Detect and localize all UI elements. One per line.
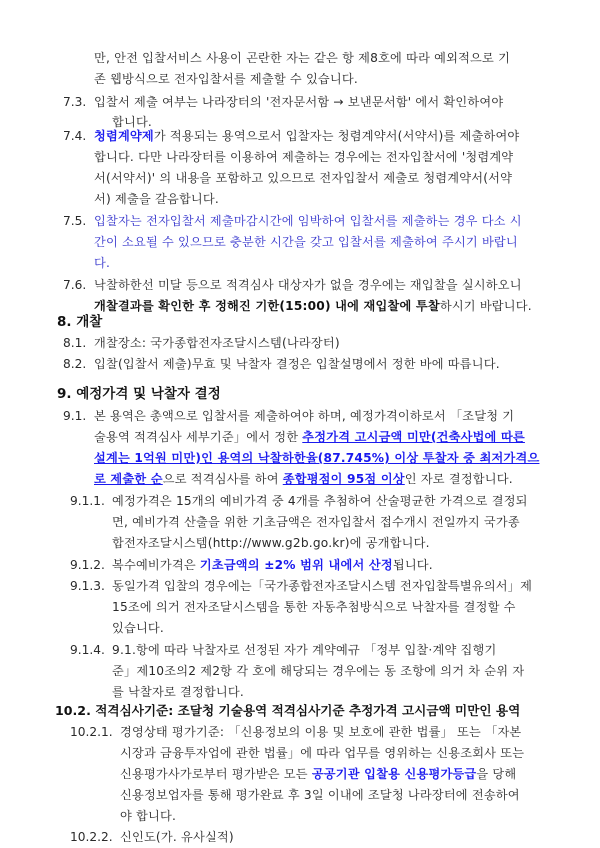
paragraph-line: 시장과 금융투자업에 관한 법률」에 따라 업무를 영위하는 신용조회사 또는 [120,746,525,760]
item-number: 7.4. [63,129,87,143]
item-number: 9.1.4. [70,643,105,657]
paragraph-line [120,766,516,782]
text: 됩니다. [392,558,433,572]
paragraph-line: 서(서약서)' 의 내용을 포함하고 있으므로 전자입찰서 제출로 청렴계약서(서약 [94,171,513,185]
underlined-emphasis: 종합평점이 95점 이상 [282,472,405,486]
paragraph-line: 신인도(가. 유사실적) [120,830,234,844]
paragraph-line [94,50,541,66]
paragraph-line: 입찰서 제출 여부는 나라장터의 '전자문서함 → 보낸문서함' 에서 확인하여야 [94,95,504,109]
paragraph-line [94,429,525,445]
section-heading: 9. 예정가격 및 낙찰자 결정 [57,386,221,402]
text: 신용평가사가로부터 평가받은 모든 [120,767,312,781]
underlined-emphasis: 추정가격 고시금액 미만(건축사법에 따른 [302,430,525,444]
paragraph-line [94,450,539,466]
paragraph-line: 를 낙찰자로 결정합니다. [112,685,244,699]
text: 복수예비가격은 [112,558,200,572]
text: 으로 적격심사를 하여 [162,472,283,486]
paragraph-line: 개찰장소: 국가종합전자조달시스템(나라장터) [94,336,340,350]
bold-text: 개찰결과를 확인한 후 정해진 기한(15:00) 내에 재입찰에 투찰 [94,299,440,313]
paragraph-line: 존 웹방식으로 전자입찰서를 제출할 수 있습니다. [94,72,358,86]
paragraph-line: 합니다. [112,115,152,129]
paragraph-line: 예정가격은 15개의 예비가격 중 4개를 추첨하여 산술평균한 가격으로 결정되 [112,494,528,508]
item-number: 7.5. [63,214,87,228]
paragraph-line: 신용정보업자를 통해 평가완료 후 3일 이내에 조달청 나라장터에 전송하여 [120,788,520,802]
bold-emphasis: 공공기관 입찰용 신용평가등급 [311,767,477,781]
bold-emphasis: 기초금액의 ±2% 범위 내에서 산정 [199,558,393,572]
paragraph-line: 본 용역은 총액으로 입찰서를 제출하여야 하며, 예정가격이하로서 「조달청 기 [94,409,515,423]
paragraph-line: 면, 예비가격 산출을 위한 기초금액은 전자입찰서 접수개시 전일까지 국가종 [112,515,520,529]
paragraph-line [112,557,433,573]
underlined-emphasis: 설계는 1억원 미만)인 용역의 낙찰하한율(87.745%) 이상 투찰자 중 최저가격으 [94,451,540,465]
paragraph-line: 입찰(입찰서 제출)무효 및 낙찰자 결정은 입찰설명에서 정한 바에 따릅니다. [94,357,500,371]
paragraph-line: 합니다. 다만 나라장터를 이용하여 제출하는 경우에는 전자입찰서에 '청렴계약 [94,150,514,164]
text: 만, 안전 입찰서비스 사용이 곤란한 자는 같은 항 제8호에 따라 예외적으로 기 [94,51,511,65]
text: 술용역 적격심사 세부기준」에서 정한 [94,430,303,444]
paragraph-line [94,298,532,314]
text: 인 자로 결정합니다. [404,472,513,486]
paragraph-line: 준」제10조의2 제2항 각 호에 해당되는 경우에는 동 조항에 의거 차 순위 자 [112,664,525,678]
item-number: 10.2.1. [70,725,113,739]
item-number: 9.1.3. [70,579,105,593]
item-number: 8.2. [63,357,87,371]
highlight-term: 청렴계약제 [94,129,154,143]
paragraph-line: 야 합니다. [120,809,177,823]
underlined-emphasis: 로 제출한 순 [94,472,163,486]
text: 을 당해 [476,767,517,781]
section-heading: 8. 개찰 [57,314,103,330]
item-number: 8.1. [63,336,87,350]
paragraph-line: 입찰자는 전자입찰서 제출마감시간에 임박하여 입찰서를 제출하는 경우 다소 시 [94,214,522,228]
item-number: 9.1. [63,409,87,423]
section-heading: 10.2. 적격심사기준: 조달청 기술용역 적격심사기준 추정가격 고시금액 미만인 용역 [55,703,521,718]
paragraph-line: 있습니다. [112,621,164,635]
item-number: 7.3. [63,95,87,109]
item-number: 9.1.1. [70,494,105,508]
paragraph-line: 9.1.항에 따라 낙찰자로 선정된 자가 계약예규 「정부 입찰·계약 집행기 [112,643,497,657]
text: 가 적용되는 용역으로서 입찰자는 청렴계약서(서약서)를 제출하여야 [153,129,520,143]
paragraph-line: 낙찰하한선 미달 등으로 적격심사 대상자가 없을 경우에는 재입찰을 실시하오니 [94,278,522,292]
paragraph-line: 15조에 의거 전자조달시스템을 통한 자동추첨방식으로 낙찰자를 결정할 수 [112,600,516,614]
paragraph-line: 간이 소요될 수 있으므로 충분한 시간을 갖고 입찰서를 제출하여 주시기 바랍니 [94,235,518,249]
item-number: 9.1.2. [70,558,105,572]
paragraph-line: 경영상태 평가기준: 「신용정보의 이용 및 보호에 관한 법률」 또는 「자본 [120,725,522,739]
paragraph-line: 합전자조달시스템(http://www.g2b.go.kr)에 공개합니다. [112,536,430,550]
text: 하시기 바랍니다. [439,299,532,313]
item-number: 7.6. [63,278,87,292]
paragraph-line: 다. [94,256,111,270]
item-number: 10.2.2. [70,830,113,844]
paragraph-line [94,128,519,144]
paragraph-line: 동일가격 입찰의 경우에는「국가종합전자조달시스템 전자입찰특별유의서」제 [112,579,533,593]
paragraph-line [94,471,513,487]
paragraph-line: 서) 제출을 갈음합니다. [94,192,219,206]
